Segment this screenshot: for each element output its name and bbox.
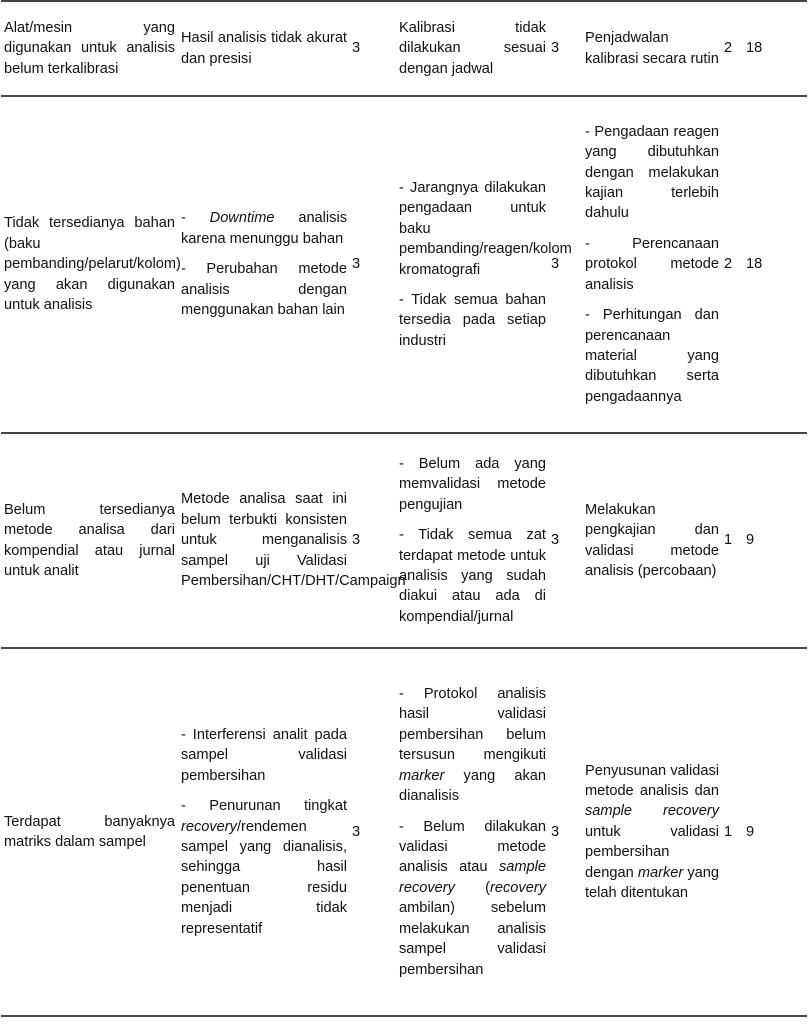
detection-cell: 2 [722, 1, 744, 96]
cause-cell: Kalibrasi tidak dilakukan sesuai dengan jadwal [396, 1, 549, 96]
severity-cell: 3 [350, 1, 396, 96]
effect-item: - Penurunan tingkat recovery/rendemen sampel yang dianalisis, sehingga hasil penentuan residu menjadi tidak representatif [181, 798, 347, 937]
cause-item: - Belum ada yang memvalidasi metode pengujian [399, 455, 546, 513]
effect-item: - Perubahan metode analisis dengan menggunakan bahan lain [181, 261, 347, 319]
cause-item: - Belum dilakukan validasi metode analisis atau sample recovery (recovery ambilan) sebelum melakukan analisis sampel validasi pembersihan [399, 818, 546, 978]
action-cell: Melakukan pengkajian dan validasi metode analisis (percobaan) [582, 433, 722, 648]
failure-mode-cell: Belum tersedianya metode analisa dari kompendial atau jurnal untuk analit [1, 433, 178, 648]
rpn-cell: 18 [744, 96, 807, 433]
action-cell: Penyusunan validasi metode analisis dan sample recovery untuk validasi pembersihan dengan marker yang telah ditentukan [582, 648, 722, 1016]
occurrence-cell: 3 [549, 648, 582, 1016]
cause-item: - Protokol analisis hasil validasi pembersihan belum tersusun mengikuti marker yang akan dianalisis [399, 686, 546, 805]
cause-cell [396, 648, 549, 1016]
detection-cell: 1 [722, 648, 744, 1016]
cause-cell [396, 433, 549, 648]
cause-item: - Tidak semua zat terdapat metode untuk analisis yang sudah diakui atau ada di kompendial/jurnal [399, 527, 546, 625]
effect-cell: Metode analisa saat ini belum terbukti konsisten untuk menganalisis sampel uji Validasi Pembersihan/CHT/DHT/Campaign [178, 433, 350, 648]
effect-cell [178, 648, 350, 1016]
cause-item: - Jarangnya dilakukan pengadaan untuk baku pembanding/reagen/kolom kromatografi [399, 179, 572, 278]
action-cell: Penjadwalan kalibrasi secara rutin [582, 1, 722, 96]
effect-item: - Downtime analisis karena menunggu bahan [181, 210, 347, 247]
action-item: - Pengadaan reagen yang dibutuhkan dengan melakukan kajian terlebih dahulu [585, 123, 719, 222]
effect-cell [178, 96, 350, 433]
fmea-table [1, 0, 807, 1017]
rpn-cell: 9 [744, 648, 807, 1016]
action-item: - Perencanaan protokol metode analisis [585, 235, 719, 293]
severity-cell: 3 [350, 433, 396, 648]
effect-cell: Hasil analisis tidak akurat dan presisi [178, 1, 350, 96]
table-row [1, 96, 807, 433]
detection-cell: 1 [722, 433, 744, 648]
rpn-cell: 9 [744, 433, 807, 648]
failure-mode-cell: Terdapat banyaknya matriks dalam sampel [1, 648, 178, 1016]
table-row [1, 1, 807, 96]
failure-mode-cell: Alat/mesin yang digunakan untuk analisis belum terkalibrasi [1, 1, 178, 96]
action-cell [582, 96, 722, 433]
table-row [1, 433, 807, 648]
occurrence-cell: 3 [549, 433, 582, 648]
severity-cell: 3 [350, 648, 396, 1016]
detection-cell: 2 [722, 96, 744, 433]
occurrence-cell: 3 [549, 96, 582, 433]
severity-cell: 3 [350, 96, 396, 433]
cause-item: - Tidak semua bahan tersedia pada setiap industri [399, 291, 546, 349]
effect-item: - Interferensi analit pada sampel validasi pembersihan [181, 726, 347, 784]
rpn-cell: 18 [744, 1, 807, 96]
action-item: - Perhitungan dan perencanaan material yang dibutuhkan serta pengadaannya [585, 307, 719, 405]
table-row [1, 648, 807, 1016]
occurrence-cell: 3 [549, 1, 582, 96]
cause-cell [396, 96, 572, 433]
failure-mode-cell: Tidak tersedianya bahan (baku pembanding/pelarut/kolom) yang akan digunakan untuk analisis [1, 96, 178, 433]
